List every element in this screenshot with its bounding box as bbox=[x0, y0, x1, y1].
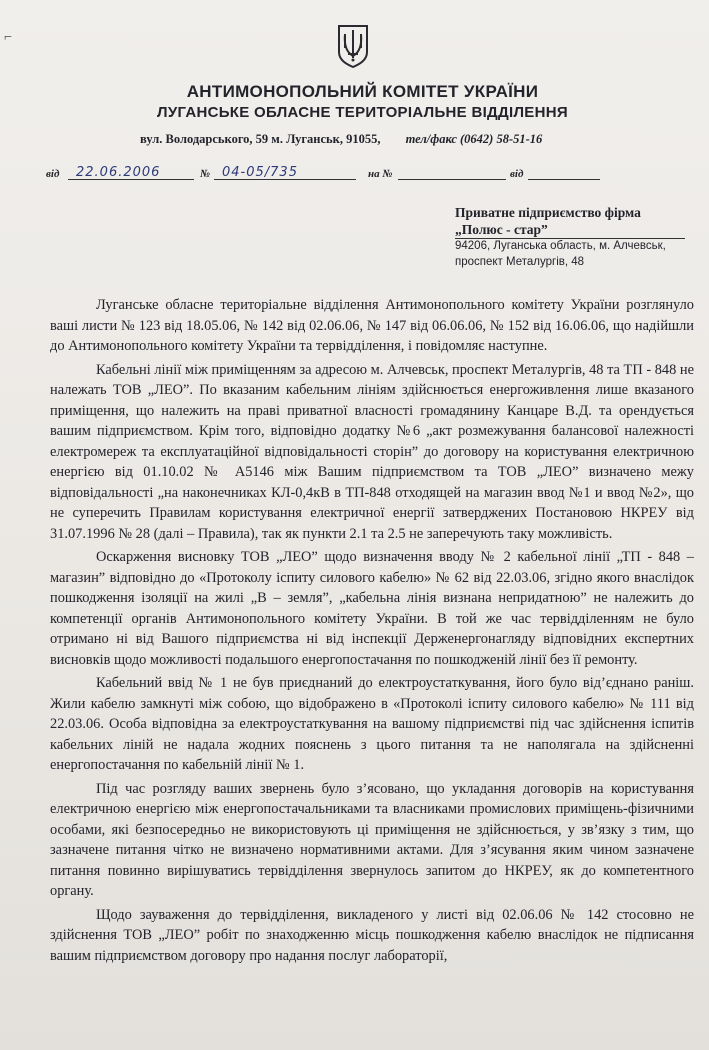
org-address-line bbox=[140, 132, 542, 147]
recipient-firm: „Полюс - стар” bbox=[455, 222, 548, 237]
paragraph-4: Кабельний ввід № 1 не був приєднаний до електроустаткування, його було від’єднано раніш. Жили кабелю замкнуті між собою, що відображено в «Протоколі іспиту силового кабелю» № 111 від 22.03.06. Особа відповідна за електроустаткування на вашому підприємстві під час здійснення іспитів кабельних ліній не надала жодних пояснень з цього питання та не наполягала на здійсненні енергопостачання по кабельній лінії № 1. bbox=[50, 675, 694, 773]
ref-from-label: від bbox=[510, 168, 524, 180]
letter-date: 22.06.2006 bbox=[76, 165, 161, 180]
from-label: від bbox=[46, 168, 60, 180]
org-title: АНТИМОНОПОЛЬНИЙ КОМІТЕТ УКРАЇНИ bbox=[186, 82, 539, 101]
paragraph-1: Луганське обласне територіальне відділення Антимонопольного комітету України розглянуло ваші листи № 123 від 18.05.06, № 142 від 02.06.06, № 147 від 06.06.06, № 152 від 16.06.06, що надійшли до Антимонопольного комітету України та тервідділення, і повідомляє наступне. bbox=[50, 297, 694, 354]
paragraph-6: Щодо зауваження до тервідділення, викладеного у листі від 02.06.06 № 142 стосовно не здійснення ТОВ „ЛЕО” робіт по знаходженню місць пошкодження кабелю внаслідок не підписання вашим підприємством договору про надання послуг лабораторії, bbox=[50, 906, 694, 964]
number-label: № bbox=[200, 168, 211, 180]
letter-body bbox=[50, 295, 694, 969]
paragraph-3: Оскарження висновку ТОВ „ЛЕО” щодо визначення вводу № 2 кабельної лінії „ТП - 848 – магазин” відповідно до «Протоколу іспиту силового кабелю» № 62 від 22.03.06, згідно якого внаслідок пошкодження ізоляції на жилі „В – земля”, „кабельна лінія визнана непридатною” не належить до компетенції органів Антимонопольного комітету України. В той же час тервідділенням не було отримано ні від Вашого підприємства ні від інспекції Держенергонагляду відповідних експертних висновків щодо можливості подальшого енергопостачання по пошкодженій лінії без її ремонту. bbox=[50, 549, 694, 668]
trident-coat-of-arms-icon bbox=[336, 24, 370, 68]
org-subtitle: ЛУГАНСЬКЕ ОБЛАСНЕ ТЕРИТОРІАЛЬНЕ ВІДДІЛЕННЯ bbox=[157, 104, 568, 121]
recipient-underline bbox=[455, 238, 685, 239]
letter-number: 04-05/735 bbox=[222, 165, 298, 180]
org-address: вул. Володарського, 59 м. Луганськ, 91055, bbox=[140, 132, 381, 146]
recipient-block bbox=[455, 204, 666, 270]
recipient-address-2: проспект Металургів, 48 bbox=[455, 256, 585, 268]
paragraph-5: Під час розгляду ваших звернень було з’ясовано, що укладання договорів на користування електричною енергією між енергопостачальниками та власниками промислових приміщень-фізичними особами, які безпосередньо не використовують ці приміщення не здійснюється, у зв’язку з тим, що зазначене питання чітко не визначено нормативними актами. Для з’ясування яким чином зазначене питання повинно вирішуватись тервідділення звернулось запитом до НКРЕУ, як до компетентного органу. bbox=[50, 780, 694, 899]
recipient-address-1: 94206, Луганська область, м. Алчевськ, bbox=[455, 240, 666, 252]
registration-line bbox=[46, 160, 656, 182]
margin-mark: ⌐ bbox=[4, 30, 12, 45]
paragraph-2: Кабельні лінії між приміщенням за адресою м. Алчевськ, проспект Металургів, 48 та ТП - 848 не належать ТОВ „ЛЕО”. По вказаним кабельним лініям здійснюється енергоживлення лише вказаного приміщення, що належить на праві приватної власності громадянину Канцаре В.Д. та орендується вашим підприємством. Крім того, відповідно додатку №6 „акт розмежування балансової належності електромереж та експлуатаційної відповідальності сторін” до договору на користування електричною енергією від 01.10.02 № А5146 між Вашим підприємством та ТОВ „ЛЕО” визначено межу відповідальності „на наконечниках КЛ-0,4кВ в ТП-848 отходящей на магазин ввод №1 и ввод №2», що не суперечить Правилам користування електричної енергії затверджених Постановою НКРЕУ від 31.07.1996 № 28 (далі – Правила), так як пункти 2.1 та 2.5 не заперечують таку можливість. bbox=[50, 361, 694, 542]
ref-number-label: на № bbox=[368, 168, 393, 180]
org-telfax: тел/факс (0642) 58-51-16 bbox=[405, 132, 543, 146]
recipient-name: Приватне підприємство фірма bbox=[455, 205, 641, 220]
